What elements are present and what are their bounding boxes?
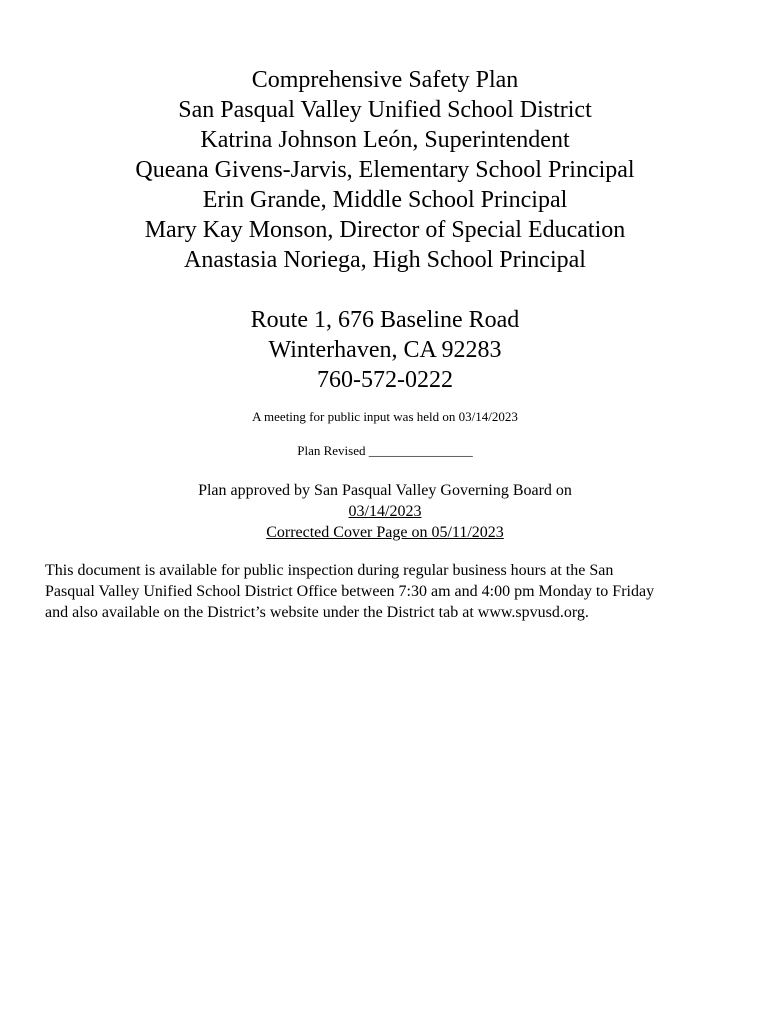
street-address: Route 1, 676 Baseline Road [250, 307, 520, 333]
superintendent-line: Katrina Johnson León, Superintendent [200, 127, 570, 153]
middle-school-principal-line: Erin Grande, Middle School Principal [202, 187, 568, 213]
city-state-zip: Winterhaven, CA 92283 [268, 337, 502, 363]
corrected-cover-note: Corrected Cover Page on 05/11/2023 [266, 524, 504, 541]
high-school-principal-line: Anastasia Noriega, High School Principal [184, 247, 586, 273]
plan-revised-line: Plan Revised ________________ [297, 443, 473, 458]
document-title: Comprehensive Safety Plan [251, 67, 519, 93]
district-name: San Pasqual Valley Unified School District [178, 97, 592, 123]
availability-paragraph [45, 560, 745, 623]
meeting-note: A meeting for public input was held on 03/14/2023 [252, 409, 518, 424]
approval-block [0, 480, 770, 543]
special-education-director-line: Mary Kay Monson, Director of Special Education [144, 217, 626, 243]
address-block [0, 305, 770, 395]
approval-statement: Plan approved by San Pasqual Valley Governing Board on [198, 482, 572, 499]
availability-line: Pasqual Valley Unified School District Office between 7:30 am and 4:00 pm Monday to Friday [45, 583, 655, 600]
availability-line: This document is available for public inspection during regular business hours at the San [45, 562, 614, 579]
approval-date: 03/14/2023 [348, 503, 422, 520]
title-block [0, 65, 770, 275]
elementary-principal-line: Queana Givens-Jarvis, Elementary School Principal [135, 157, 635, 183]
availability-line: and also available on the District’s website under the District tab at www.spvusd.org. [45, 604, 589, 621]
phone-number: 760-572-0222 [317, 367, 453, 393]
